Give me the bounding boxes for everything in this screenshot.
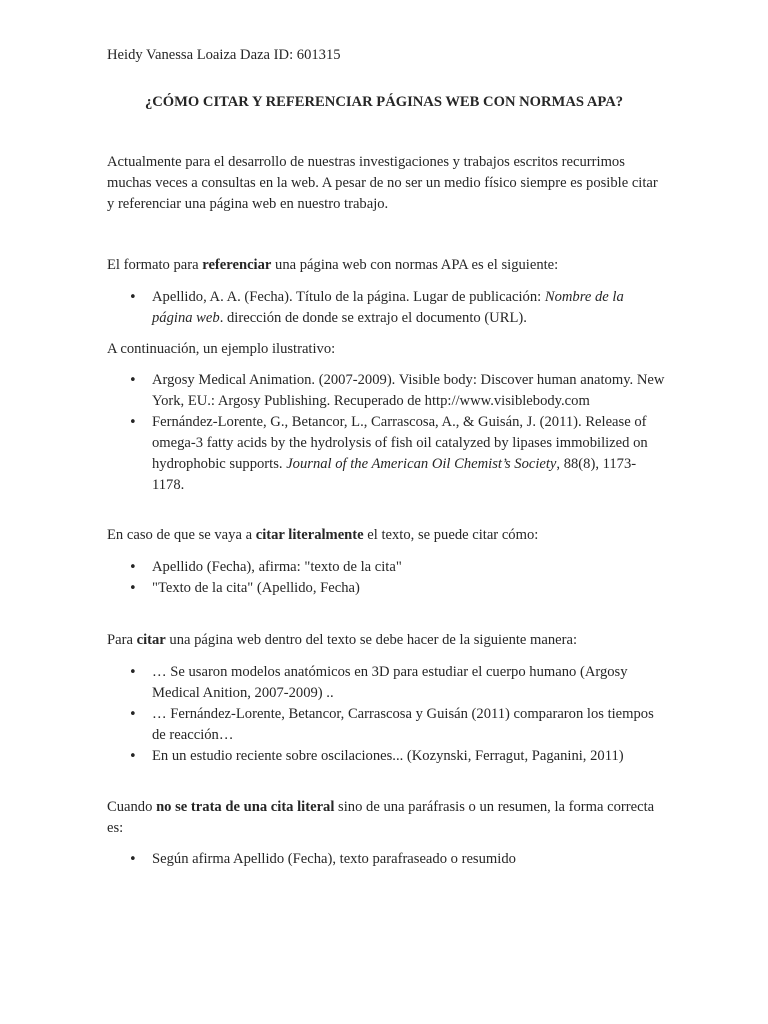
format-list: [107, 287, 667, 329]
list-item: • Según afirma Apellido (Fecha), texto parafraseado o resumido: [107, 849, 667, 870]
paraphrase-lead: Cuando no se trata de una cita literal sino de una paráfrasis o un resumen, la forma correcta es:: [107, 799, 655, 836]
list-item: • Argosy Medical Animation. (2007-2009). Visible body: Discover human anatomy. New York, EU.: Argosy Publishing. Recuperado de http://www.visiblebody.com: [107, 370, 667, 412]
intext-lead: Para citar una página web dentro del texto se debe hacer de la siguiente manera:: [107, 632, 578, 648]
format-lead: El formato para referenciar una página web con normas APA es el siguiente:: [107, 257, 559, 273]
paraphrase-list: [107, 849, 667, 870]
list-item: • … Fernández-Lorente, Betancor, Carrascosa y Guisán (2011) compararon los tiempos de reacción…: [107, 704, 667, 746]
format-item-italic: Nombre de la página web: [152, 289, 624, 326]
example-list: [107, 370, 667, 496]
list-item: • "Texto de la cita" (Apellido, Fecha): [107, 578, 667, 599]
literal-list: [107, 557, 667, 599]
list-item: • Apellido, A. A. (Fecha). Título de la página. Lugar de publicación: Nombre de la página web. dirección de donde se extrajo el documento (URL).: [107, 287, 667, 329]
intro-paragraph: Actualmente para el desarrollo de nuestras investigaciones y trabajos escritos recurrimos muchas veces a consultas en la web. A pesar de no ser un medio físico siempre es posible citar y referenciar una página web en nuestro trabajo.: [107, 154, 658, 212]
example-lead: A continuación, un ejemplo ilustrativo:: [107, 341, 336, 357]
list-item: • … Se usaron modelos anatómicos en 3D para estudiar el cuerpo humano (Argosy Medical Anition, 2007-2009) ..: [107, 662, 667, 704]
paraphrase-lead-bold: no se trata de una cita literal: [156, 799, 335, 815]
journal-italic: Journal of the American Oil Chemist’s Society: [286, 456, 557, 472]
literal-lead-bold: citar literalmente: [255, 527, 364, 543]
page-title: ¿CÓMO CITAR Y REFERENCIAR PÁGINAS WEB CON NORMAS APA?: [144, 94, 624, 110]
intext-list: [107, 662, 667, 767]
list-item: • En un estudio reciente sobre oscilaciones... (Kozynski, Ferragut, Paganini, 2011): [107, 746, 667, 767]
format-lead-bold: referenciar: [202, 257, 272, 273]
author-line: Heidy Vanessa Loaiza Daza ID: 601315: [107, 47, 341, 63]
list-item: • Fernández-Lorente, G., Betancor, L., Carrascosa, A., & Guisán, J. (2011). Release of omega-3 fatty acids by the hydrolysis of fish oil catalyzed by lipases immobilized on hydrophobic supports. Journal of the American Oil Chemist’s Society, 88(8), 1173-1178.: [107, 412, 667, 496]
literal-lead: En caso de que se vaya a citar literalmente el texto, se puede citar cómo:: [107, 527, 539, 543]
list-item: • Apellido (Fecha), afirma: "texto de la cita": [107, 557, 667, 578]
intext-lead-bold: citar: [136, 632, 166, 648]
